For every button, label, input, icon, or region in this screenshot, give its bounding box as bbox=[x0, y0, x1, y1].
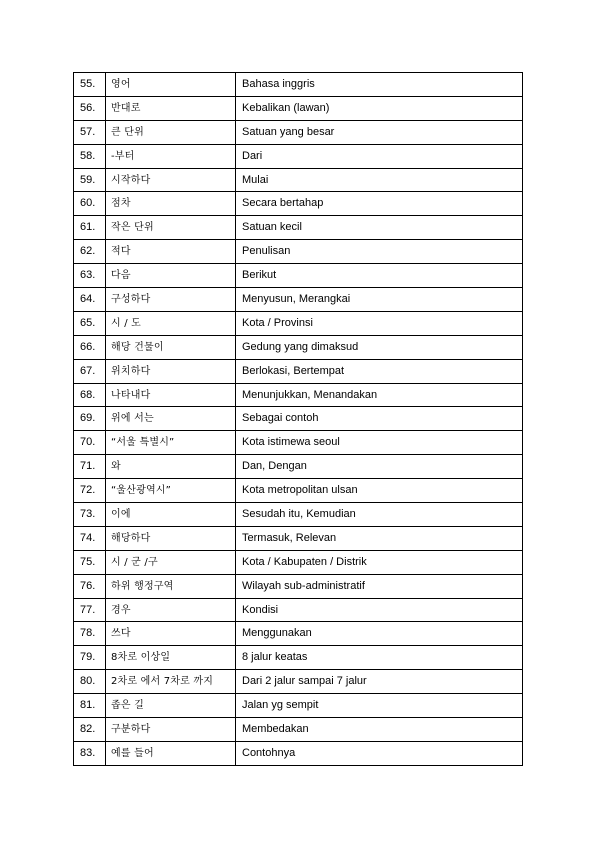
korean-term: 하위 행정구역 bbox=[106, 574, 236, 598]
indonesian-translation: Sesudah itu, Kemudian bbox=[236, 503, 523, 527]
row-number: 72. bbox=[74, 479, 106, 503]
indonesian-translation: Secara bertahap bbox=[236, 192, 523, 216]
table-row bbox=[74, 503, 523, 527]
indonesian-translation: Menyusun, Merangkai bbox=[236, 288, 523, 312]
table-row bbox=[74, 216, 523, 240]
korean-term: 해당하다 bbox=[106, 526, 236, 550]
row-number: 55. bbox=[74, 73, 106, 97]
korean-term: 반대로 bbox=[106, 96, 236, 120]
korean-term: 2차로 에서 7차로 까지 bbox=[106, 670, 236, 694]
table-row bbox=[74, 359, 523, 383]
indonesian-translation: Sebagai contoh bbox=[236, 407, 523, 431]
table-row bbox=[74, 407, 523, 431]
row-number: 63. bbox=[74, 264, 106, 288]
row-number: 78. bbox=[74, 622, 106, 646]
table-row bbox=[74, 741, 523, 765]
row-number: 64. bbox=[74, 288, 106, 312]
korean-term: 8차로 이상일 bbox=[106, 646, 236, 670]
korean-term: 영어 bbox=[106, 73, 236, 97]
indonesian-translation: Gedung yang dimaksud bbox=[236, 335, 523, 359]
table-row bbox=[74, 431, 523, 455]
korean-term: 위에 서는 bbox=[106, 407, 236, 431]
korean-term: 점차 bbox=[106, 192, 236, 216]
vocabulary-table-body bbox=[74, 73, 523, 766]
indonesian-translation: Dari 2 jalur sampai 7 jalur bbox=[236, 670, 523, 694]
row-number: 58. bbox=[74, 144, 106, 168]
row-number: 68. bbox=[74, 383, 106, 407]
korean-term: 이에 bbox=[106, 503, 236, 527]
indonesian-translation: Satuan kecil bbox=[236, 216, 523, 240]
korean-term: 와 bbox=[106, 455, 236, 479]
row-number: 57. bbox=[74, 120, 106, 144]
indonesian-translation: Berikut bbox=[236, 264, 523, 288]
table-row bbox=[74, 240, 523, 264]
indonesian-translation: Menunjukkan, Menandakan bbox=[236, 383, 523, 407]
korean-term: 큰 단위 bbox=[106, 120, 236, 144]
row-number: 82. bbox=[74, 718, 106, 742]
table-row bbox=[74, 311, 523, 335]
row-number: 56. bbox=[74, 96, 106, 120]
row-number: 65. bbox=[74, 311, 106, 335]
indonesian-translation: Wilayah sub-administratif bbox=[236, 574, 523, 598]
indonesian-translation: Menggunakan bbox=[236, 622, 523, 646]
vocabulary-table bbox=[73, 72, 523, 766]
indonesian-translation: Berlokasi, Bertempat bbox=[236, 359, 523, 383]
row-number: 67. bbox=[74, 359, 106, 383]
row-number: 80. bbox=[74, 670, 106, 694]
indonesian-translation: Kota metropolitan ulsan bbox=[236, 479, 523, 503]
table-row bbox=[74, 96, 523, 120]
indonesian-translation: Mulai bbox=[236, 168, 523, 192]
table-row bbox=[74, 455, 523, 479]
indonesian-translation: Membedakan bbox=[236, 718, 523, 742]
row-number: 60. bbox=[74, 192, 106, 216]
indonesian-translation: Bahasa inggris bbox=[236, 73, 523, 97]
indonesian-translation: Kota / Provinsi bbox=[236, 311, 523, 335]
row-number: 69. bbox=[74, 407, 106, 431]
row-number: 70. bbox=[74, 431, 106, 455]
korean-term: 시 / 군 /구 bbox=[106, 550, 236, 574]
indonesian-translation: Dari bbox=[236, 144, 523, 168]
indonesian-translation: Satuan yang besar bbox=[236, 120, 523, 144]
table-row bbox=[74, 479, 523, 503]
table-row bbox=[74, 73, 523, 97]
row-number: 61. bbox=[74, 216, 106, 240]
korean-term: “울산광역시” bbox=[106, 479, 236, 503]
indonesian-translation: Penulisan bbox=[236, 240, 523, 264]
table-row bbox=[74, 192, 523, 216]
table-row bbox=[74, 383, 523, 407]
table-row bbox=[74, 574, 523, 598]
table-row bbox=[74, 168, 523, 192]
korean-term: “서울 특별시” bbox=[106, 431, 236, 455]
table-row bbox=[74, 694, 523, 718]
korean-term: 쓰다 bbox=[106, 622, 236, 646]
korean-term: 작은 단위 bbox=[106, 216, 236, 240]
table-row bbox=[74, 550, 523, 574]
table-row bbox=[74, 718, 523, 742]
table-row bbox=[74, 598, 523, 622]
table-row bbox=[74, 288, 523, 312]
table-row bbox=[74, 526, 523, 550]
korean-term: 좁은 길 bbox=[106, 694, 236, 718]
korean-term: 예를 들어 bbox=[106, 741, 236, 765]
table-row bbox=[74, 335, 523, 359]
row-number: 77. bbox=[74, 598, 106, 622]
table-row bbox=[74, 120, 523, 144]
korean-term: 해당 건물이 bbox=[106, 335, 236, 359]
row-number: 76. bbox=[74, 574, 106, 598]
table-row bbox=[74, 144, 523, 168]
row-number: 75. bbox=[74, 550, 106, 574]
indonesian-translation: Jalan yg sempit bbox=[236, 694, 523, 718]
korean-term: 다음 bbox=[106, 264, 236, 288]
table-row bbox=[74, 670, 523, 694]
indonesian-translation: Termasuk, Relevan bbox=[236, 526, 523, 550]
indonesian-translation: Kebalikan (lawan) bbox=[236, 96, 523, 120]
row-number: 81. bbox=[74, 694, 106, 718]
row-number: 74. bbox=[74, 526, 106, 550]
table-row bbox=[74, 646, 523, 670]
indonesian-translation: Kota istimewa seoul bbox=[236, 431, 523, 455]
row-number: 71. bbox=[74, 455, 106, 479]
row-number: 73. bbox=[74, 503, 106, 527]
indonesian-translation: Kondisi bbox=[236, 598, 523, 622]
row-number: 66. bbox=[74, 335, 106, 359]
row-number: 62. bbox=[74, 240, 106, 264]
indonesian-translation: Dan, Dengan bbox=[236, 455, 523, 479]
korean-term: 시 / 도 bbox=[106, 311, 236, 335]
row-number: 59. bbox=[74, 168, 106, 192]
korean-term: 나타내다 bbox=[106, 383, 236, 407]
korean-term: 구성하다 bbox=[106, 288, 236, 312]
indonesian-translation: Kota / Kabupaten / Distrik bbox=[236, 550, 523, 574]
korean-term: 적다 bbox=[106, 240, 236, 264]
korean-term: 위치하다 bbox=[106, 359, 236, 383]
table-row bbox=[74, 264, 523, 288]
korean-term: 구분하다 bbox=[106, 718, 236, 742]
row-number: 79. bbox=[74, 646, 106, 670]
table-row bbox=[74, 622, 523, 646]
indonesian-translation: 8 jalur keatas bbox=[236, 646, 523, 670]
korean-term: 시작하다 bbox=[106, 168, 236, 192]
korean-term: 경우 bbox=[106, 598, 236, 622]
row-number: 83. bbox=[74, 741, 106, 765]
korean-term: -부터 bbox=[106, 144, 236, 168]
indonesian-translation: Contohnya bbox=[236, 741, 523, 765]
